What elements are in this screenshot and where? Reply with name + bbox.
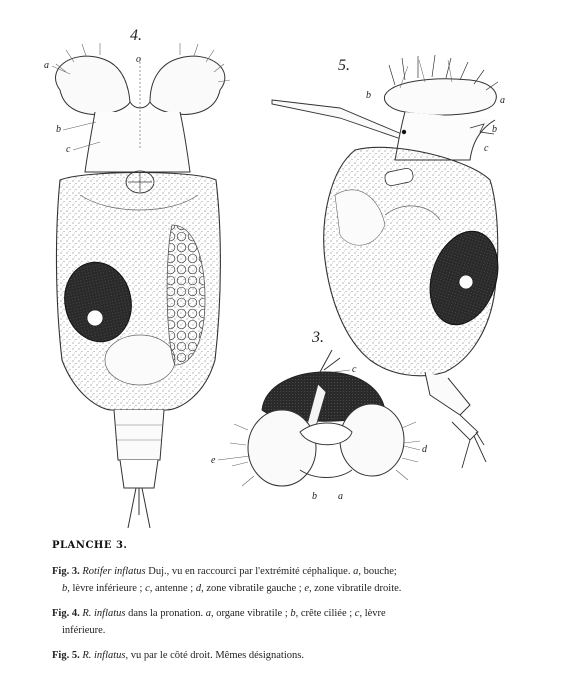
caption-fig3-cont: b, lèvre inférieure ; c, antenne ; d, zone vibratile gauche ; e, zone vibratile droite.: [62, 583, 402, 594]
caption-fig4-cont: inférieure.: [62, 625, 106, 636]
fig4-label-a: a: [44, 60, 49, 71]
figure-5-number: 5.: [338, 57, 350, 74]
fig4-foot: [114, 410, 164, 460]
fig3-label-c: c: [352, 364, 357, 375]
fig3-right-zone: [248, 410, 316, 486]
fig4-label-b: b: [56, 124, 61, 135]
caption-fig3: Fig. 3. Rotifer inflatus Duj., vu en raccourci par l'extrémité céphalique. a, bouche;: [52, 566, 397, 577]
figure-3-number: 3.: [312, 329, 324, 346]
fig5-label-b-left: b: [366, 90, 371, 101]
fig4-label-c: c: [66, 144, 71, 155]
plate-title: PLANCHE 3.: [52, 540, 128, 551]
caption-fig5: Fig. 5. R. inflatus, vu par le côté droit. Mêmes désignations.: [52, 650, 304, 661]
fig4-label-o: o: [136, 54, 141, 65]
figure-4-number: 4.: [130, 27, 142, 44]
fig3-label-a: a: [338, 491, 343, 502]
fig4-neck: [85, 112, 190, 172]
fig5-label-b-right: b: [492, 124, 497, 135]
figure-4: [44, 27, 230, 528]
plate-caption: [52, 540, 552, 664]
fig3-label-d: d: [422, 444, 427, 455]
fig3-left-zone: [340, 404, 404, 476]
fig3-label-e: e: [211, 455, 216, 466]
fig5-label-a: a: [500, 95, 505, 106]
caption-fig4: Fig. 4. R. inflatus dans la pronation. a, organe vibratile ; b, crête ciliée ; c, lèvre: [52, 608, 386, 619]
fig3-label-b: b: [312, 491, 317, 502]
fig4-vibratile-organ: [56, 43, 230, 114]
fig5-label-c: c: [484, 143, 489, 154]
fig5-antenna: [272, 100, 404, 140]
fig5-foot: [425, 372, 470, 415]
